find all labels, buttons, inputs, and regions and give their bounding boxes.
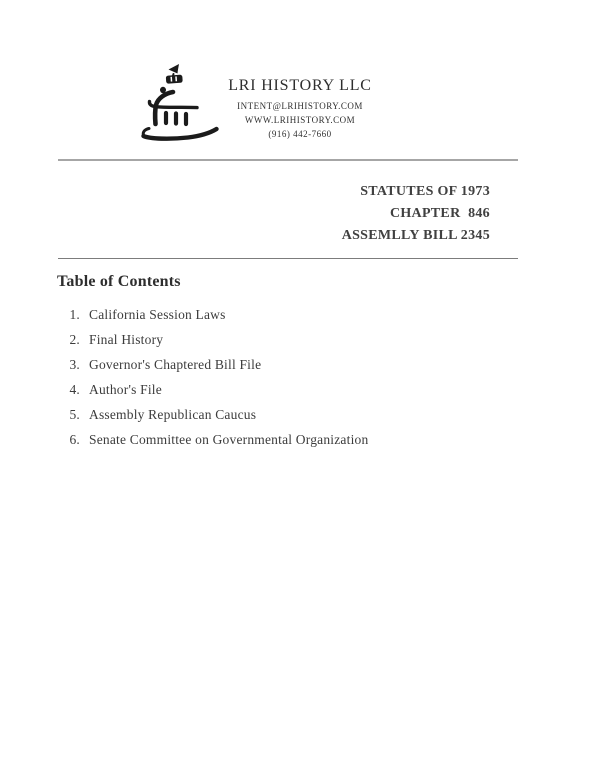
contact-phone: (916) 442-7660 [268,129,332,139]
chapter-line: CHAPTER 846 [389,206,490,221]
toc-item-label: Governor's Chaptered Bill File [89,357,262,372]
toc-item-number: 2. [69,332,80,347]
toc-item-number: 6. [69,432,80,447]
letterhead-text [160,76,440,141]
divider-top [58,159,518,161]
toc-item [57,302,537,327]
toc-item-label: California Session Laws [89,307,226,322]
toc-item-number: 4. [69,382,80,397]
toc-item-label: Author's File [89,382,162,397]
toc-item-label: Final History [89,332,164,347]
toc-item-number: 3. [69,357,80,372]
statutes-line: STATUTES OF 1973 [360,184,490,199]
toc-item-label: Assembly Republican Caucus [89,407,257,422]
company-name: LRI HISTORY LLC [228,77,372,94]
contact-lines [160,99,440,141]
divider-bottom [58,258,518,259]
case-header [342,181,490,247]
toc-item [57,352,537,377]
toc-item-number: 5. [69,407,80,422]
toc-list [57,302,537,452]
toc-item [57,327,537,352]
toc-item [57,427,537,452]
toc-title: Table of Contents [57,273,181,290]
bill-line: ASSEMLLY BILL 2345 [341,228,490,243]
contact-email: INTENT@LRIHISTORY.COM [237,101,363,111]
toc-item-label: Senate Committee on Governmental Organization [89,432,369,447]
toc-item-number: 1. [69,307,80,322]
toc-item [57,402,537,427]
contact-website: WWW.LRIHISTORY.COM [244,115,356,125]
toc-item [57,377,537,402]
